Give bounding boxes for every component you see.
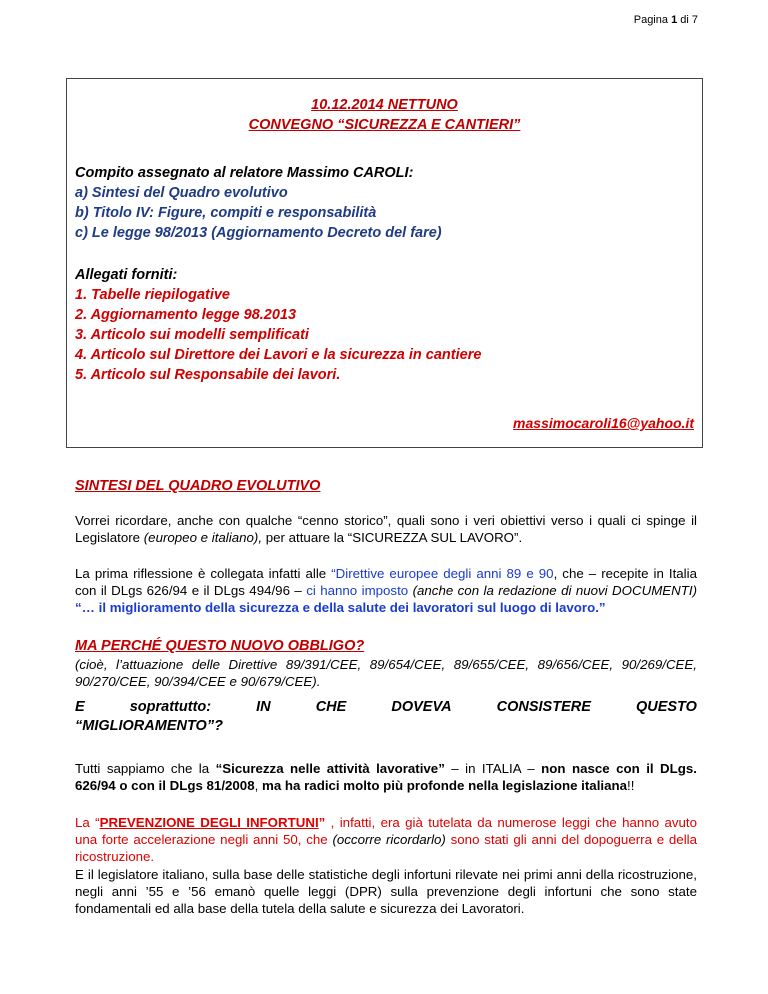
p2-text-mid: , che – recepite in Italia con il DLgs 626/94 e il DLgs 494/96 – xyxy=(75,566,697,598)
q2-word: DOVEVA xyxy=(391,699,452,715)
page-number xyxy=(634,14,698,26)
page-total: 7 xyxy=(691,14,698,26)
q2-word: QUESTO xyxy=(635,699,697,715)
allegati-item: 5. Articolo sul Responsabile dei lavori. xyxy=(75,367,341,383)
paragraph-4 xyxy=(75,814,697,865)
email-link[interactable]: massimocaroli16@yahoo.it xyxy=(513,415,694,431)
p1-text-end: per attuare la “SICUREZZA SUL LAVORO”. xyxy=(262,530,523,545)
q2-word: CONSISTERE xyxy=(496,699,591,715)
allegati-section xyxy=(75,265,694,385)
allegati-title: Allegati forniti: xyxy=(75,267,178,283)
allegati-item: 2. Aggiornamento legge 98.2013 xyxy=(75,307,297,323)
paragraph-5: E il legislatore italiano, sulla base delle statistiche degli infortuni rilevate nei primi anni della ricostruzione, negli anni ’55 e ’56 emanò quelle leggi (DPR) sulla prevenzione degli infortuni che sono state fondamentali ed alla base della tutela della salute e sicurezza dei Lavoratori. xyxy=(75,867,697,916)
p4-quote-open: La “ xyxy=(75,815,100,830)
page-label: Pagina xyxy=(633,14,668,26)
p3-text: Tutti sappiamo che la xyxy=(75,761,216,776)
p2-quote: “… il miglioramento della sicurezza e della salute dei lavoratori sul luogo di lavoro.” xyxy=(75,600,606,615)
question-1-note: (cioè, l’attuazione delle Direttive 89/391/CEE, 89/654/CEE, 89/655/CEE, 89/656/CEE, 90/269/CEE, 90/270/CEE, 90/394/CEE e 90/679/CEE). xyxy=(75,657,697,689)
p1-italic: (europeo e italiano), xyxy=(143,530,263,545)
q2-word: IN xyxy=(256,699,271,715)
paragraph-3 xyxy=(75,760,697,794)
compito-item: c) Le legge 98/2013 (Aggiornamento Decreto del fare) xyxy=(75,225,442,241)
p4-prevention: PREVENZIONE DEGLI INFORTUNI xyxy=(99,815,319,830)
p3-exclaim: !! xyxy=(627,778,635,793)
allegati-item: 3. Articolo sui modelli semplificati xyxy=(75,327,309,343)
allegati-item: 4. Articolo sul Direttore dei Lavori e la sicurezza in cantiere xyxy=(75,347,482,363)
compito-item: b) Titolo IV: Figure, compiti e responsabilità xyxy=(75,205,377,221)
paragraph-2 xyxy=(75,565,697,616)
p2-text: La prima riflessione è collegata infatti alle xyxy=(75,566,332,581)
p3-comma: , xyxy=(254,778,262,793)
q2-word: E xyxy=(75,699,85,715)
header-conference: CONVEGNO “SICUREZZA E CANTIERI” xyxy=(248,117,521,133)
p2-directives: “Direttive europee degli anni 89 e 90 xyxy=(331,566,554,581)
question-2-line1 xyxy=(75,699,697,716)
paragraph-1 xyxy=(75,512,697,546)
p2-italic: (anche con la redazione di nuovi DOCUMENTI) xyxy=(408,583,697,598)
p1-text: Vorrei ricordare, anche con qualche “cenno storico”, quali sono i veri obiettivi verso i quali ci spinge il Legislatore xyxy=(75,513,697,545)
p3-text-mid: – in ITALIA – xyxy=(444,761,542,776)
q2-word: soprattutto: xyxy=(129,699,212,715)
allegati-item: 1. Tabelle riepilogative xyxy=(75,287,230,303)
p4-text: , infatti, era già tutelata da numerose leggi che hanno avuto una forte accelerazione negli anni 50, che xyxy=(75,815,698,847)
summary-box xyxy=(66,78,703,448)
p4-quote-close: ” xyxy=(318,815,326,830)
page-current: 1 xyxy=(671,14,678,26)
page-of-label: di xyxy=(680,14,689,26)
p3-bold: “Sicurezza nelle attività lavorative” xyxy=(215,761,445,776)
section-title: SINTESI DEL QUADRO EVOLUTIVO xyxy=(75,478,321,494)
compito-item: a) Sintesi del Quadro evolutivo xyxy=(75,185,288,201)
q2-word: CHE xyxy=(315,699,347,715)
p3-bold-laws: non nasce con il DLgs. 626/94 o con il DLgs 81/2008 xyxy=(75,761,697,793)
compito-title: Compito assegnato al relatore Massimo CAROLI: xyxy=(75,165,414,181)
p2-imposed: ci hanno imposto xyxy=(306,583,409,598)
p4-italic: (occorre ricordarlo) xyxy=(332,832,446,847)
header-date-place: 10.12.2014 NETTUNO xyxy=(311,97,458,113)
question-1: MA PERCHÉ QUESTO NUOVO OBBLIGO? xyxy=(75,638,365,654)
compito-section xyxy=(75,163,694,243)
p4-text-end: sono stati gli anni del dopoguerra e della ricostruzione. xyxy=(75,832,698,864)
p3-bold-roots: ma ha radici molto più profonde nella legislazione italiana xyxy=(262,778,627,793)
question-2-line2: “MIGLIORAMENTO”? xyxy=(75,718,223,734)
